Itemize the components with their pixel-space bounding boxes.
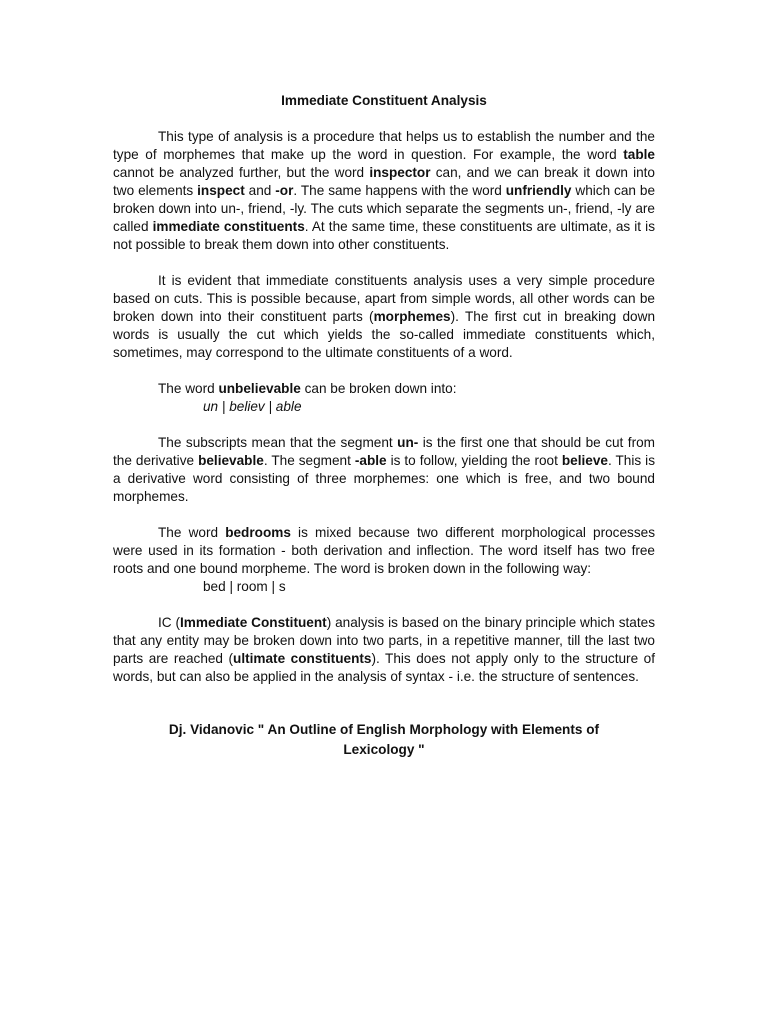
paragraph-6 [113, 614, 655, 686]
p6-text-2: ) analysis is based on the binary principle which states that any entity may be broken down into two parts, in a repetitive manner, till the last two parts are reached ( [113, 615, 655, 666]
p1-bold-or: -or [275, 183, 294, 198]
p1-text-2: cannot be analyzed further, but the word [113, 165, 370, 180]
p3-text-2: can be broken down into: [300, 381, 457, 396]
p1-text-4: and [244, 183, 276, 198]
p6-text-3: ). This does not apply only to the structure of words, but can also be applied in the analysis of syntax - i.e. the structure of sentences. [113, 651, 655, 684]
p4-text-1: The subscripts mean that the segment [158, 435, 398, 450]
p1-text-6: which can be broken down into un-, friend, -ly. The cuts which separate the segments un-, friend, -ly are called [113, 183, 656, 234]
p4-text-3: . The segment [263, 453, 355, 468]
p4-bold-un: un- [397, 435, 419, 450]
p2-text-2: ). The first cut in breaking down words is usually the cut which yields the so-called immediate constituents which, sometimes, may correspond to the ultimate constituents of a word. [113, 309, 655, 360]
paragraph-2 [113, 272, 655, 362]
citation-line-1: Dj. Vidanovic " An Outline of English Morphology with Elements of [168, 722, 600, 737]
p5-bold-bedrooms: bedrooms [225, 525, 291, 540]
p3-bold-unbelievable: unbelievable [218, 381, 301, 396]
p1-bold-table: table [623, 147, 655, 162]
p1-bold-inspector: inspector [369, 165, 431, 180]
p6-bold-immediate-constituent: Immediate Constituent [180, 615, 327, 630]
p6-bold-ultimate-constituents: ultimate constituents [233, 651, 372, 666]
p2-text-1: It is evident that immediate constituents analysis uses a very simple procedure based on cuts. This is possible because, apart from simple words, all other words can be broken down into their constituent parts ( [113, 273, 655, 324]
paragraph-1 [113, 128, 655, 254]
p2-bold-morphemes: morphemes [373, 309, 451, 324]
p4-bold-able: -able [354, 453, 387, 468]
document-page [113, 92, 655, 760]
page-title: Immediate Constituent Analysis [281, 93, 487, 108]
citation-line-2: Lexicology " [343, 742, 425, 757]
p1-text-7: . At the same time, these constituents are ultimate, as it is not possible to break them down into other constituents. [113, 219, 655, 252]
p3-text-1: The word [158, 381, 219, 396]
p4-text-5: . This is a derivative word consisting of three morphemes: one which is free, and two bound morphemes. [113, 453, 655, 504]
p1-text-3: can, and we can break it down into two elements [113, 165, 655, 198]
p4-bold-believable: believable [198, 453, 264, 468]
p1-text-1: This type of analysis is a procedure that helps us to establish the number and the type of morphemes that make up the word in question. For example, the word [113, 129, 655, 162]
paragraph-3 [113, 380, 655, 398]
citation [113, 720, 655, 760]
p1-bold-unfriendly: unfriendly [505, 183, 572, 198]
p5-text-2: is mixed because two different morphological processes were used in its formation - both derivation and inflection. The word itself has two free roots and one bound morpheme. The word is broken down in the following way: [113, 525, 655, 576]
paragraph-4 [113, 434, 655, 506]
example-bedrooms: bed | room | s [203, 579, 286, 594]
p1-text-5: . The same happens with the word [293, 183, 506, 198]
p1-bold-inspect: inspect [197, 183, 245, 198]
p5-text-1: The word [158, 525, 226, 540]
p6-text-1: IC ( [158, 615, 181, 630]
p4-text-4: is to follow, yielding the root [386, 453, 562, 468]
example-unbelievable: un | believ | able [203, 399, 302, 414]
p4-text-2: is the first one that should be cut from the derivative [113, 435, 655, 468]
paragraph-5 [113, 524, 655, 578]
p4-bold-believe: believe [561, 453, 608, 468]
p1-bold-immediate-constituents: immediate constituents [152, 219, 305, 234]
